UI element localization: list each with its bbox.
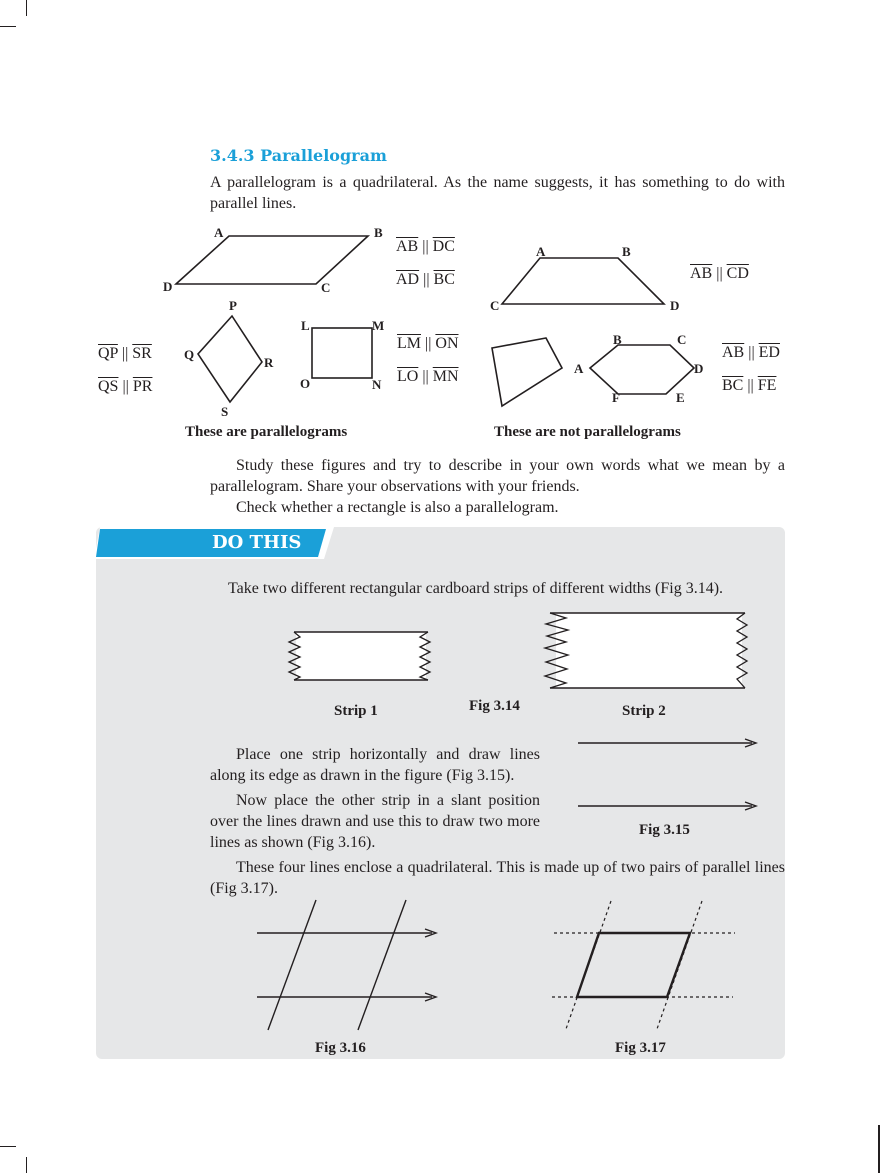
crop-mark-bottom [26, 1157, 27, 1173]
segment-ab: $\overline{AB}$ [396, 238, 419, 255]
parallel-symbol: || [747, 377, 754, 394]
label-para-b: B [374, 225, 383, 240]
crop-mark-top [26, 0, 27, 16]
crop-mark-left-top [0, 26, 16, 27]
label-trap-a: A [536, 244, 546, 259]
label-hex-c: C [677, 332, 687, 347]
strip2-label: Strip 2 [622, 703, 666, 719]
parallel-symbol: || [122, 378, 129, 395]
label-rhombus-s: S [221, 404, 229, 419]
relation-ab-dc [396, 238, 455, 256]
parallel-symbol: || [425, 335, 432, 352]
fig-3-15-caption: Fig 3.15 [639, 822, 690, 838]
label-hex-d: D [694, 361, 704, 376]
caption-parallelograms: These are parallelograms [185, 424, 348, 440]
parallel-symbol: || [748, 344, 755, 361]
place-strip-paragraph: Place one strip horizontally and draw lines along its edge as drawn in the figure (Fig 3.15). [210, 746, 540, 784]
strip1-label: Strip 1 [334, 703, 378, 719]
label-trap-b: B [622, 244, 631, 259]
parallel-symbol: || [422, 368, 429, 385]
strips-intro: Take two different rectangular cardboard strips of different widths (Fig 3.14). [228, 580, 724, 597]
segment-mn: $\overline{MN}$ [432, 368, 459, 385]
label-rhombus-p: P [229, 298, 237, 313]
relation-ab-ed [722, 344, 780, 362]
parallel-symbol: || [422, 238, 429, 255]
fig-3-14-caption: Fig 3.14 [469, 698, 520, 714]
segment-bc: $\overline{BC}$ [433, 271, 455, 288]
label-trap-d: D [670, 298, 680, 313]
relation-qs-pr [98, 378, 152, 396]
relation-lo-mn [397, 368, 459, 386]
segment-cd: $\overline{CD}$ [726, 265, 749, 282]
relation-bc-fe [722, 377, 776, 395]
relation-lm-on [397, 335, 459, 353]
segment-lm: $\overline{LM}$ [397, 335, 421, 352]
label-hex-b: B [613, 332, 622, 347]
relation-ad-bc [396, 271, 455, 289]
segment-ad: $\overline{AD}$ [396, 271, 420, 288]
segment-on: $\overline{ON}$ [435, 335, 459, 352]
do-this-title: DO THIS [212, 532, 302, 553]
label-hex-e: E [676, 390, 685, 405]
label-trap-c: C [490, 298, 500, 313]
segment-ed: $\overline{ED}$ [758, 344, 780, 361]
segment-sr: $\overline{SR}$ [132, 345, 152, 362]
label-square-l: L [301, 318, 310, 333]
segment-bc: $\overline{BC}$ [722, 377, 744, 394]
segment-ab: $\overline{AB}$ [690, 265, 713, 282]
label-rhombus-r: R [264, 355, 274, 370]
fig-3-16-caption: Fig 3.16 [315, 1040, 366, 1056]
label-square-o: O [300, 376, 311, 391]
four-lines-paragraph: These four lines enclose a quadrilateral. This is made up of two pairs of parallel lines (Fig 3.17). [210, 859, 785, 897]
label-square-n: N [372, 377, 382, 392]
segment-qs: $\overline{QS}$ [98, 378, 119, 395]
segment-ab: $\overline{AB}$ [722, 344, 745, 361]
segment-lo: $\overline{LO}$ [397, 368, 419, 385]
label-para-a: A [214, 225, 224, 240]
label-para-c: C [321, 280, 331, 295]
parallel-symbol: || [716, 265, 723, 282]
caption-not-parallelograms: These are not parallelograms [494, 424, 681, 440]
crop-mark-left-bottom [0, 1146, 16, 1147]
study-paragraph: Study these figures and try to describe in your own words what we mean by a parallelogram. Share your observations with your friends. [210, 457, 785, 495]
intro-paragraph: A parallelogram is a quadrilateral. As the name suggests, it has something to do with parallel lines. [210, 174, 785, 212]
fig-3-17-caption: Fig 3.17 [615, 1040, 666, 1056]
parallel-symbol: || [121, 345, 129, 362]
label-square-m: M [372, 318, 385, 333]
segment-qp: $\overline{QP}$ [98, 345, 118, 362]
rectangle-question: Check whether a rectangle is also a parallelogram. [236, 499, 559, 516]
parallel-symbol: || [423, 271, 430, 288]
segment-fe: $\overline{FE}$ [757, 377, 777, 394]
label-hex-f: F [612, 390, 620, 405]
relation-qp-sr [98, 345, 152, 363]
section-heading: 3.4.3 Parallelogram [210, 146, 387, 165]
segment-dc: $\overline{DC}$ [432, 238, 455, 255]
label-hex-a: A [574, 361, 584, 376]
label-rhombus-q: Q [184, 347, 195, 362]
label-para-d: D [163, 279, 173, 294]
segment-pr: $\overline{PR}$ [132, 378, 153, 395]
relation-ab-cd [690, 265, 749, 283]
slant-strip-paragraph: Now place the other strip in a slant position over the lines drawn and use this to draw two more lines as shown (Fig 3.16). [210, 792, 540, 851]
